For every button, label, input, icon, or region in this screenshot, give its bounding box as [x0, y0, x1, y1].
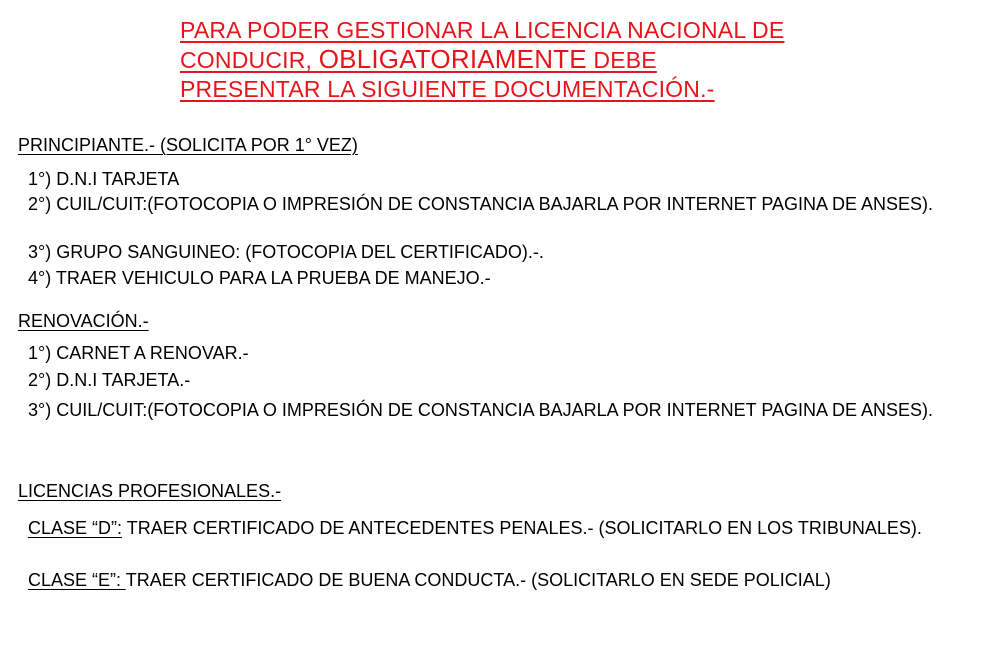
renovacion-item-2: 2°) D.N.I TARJETA.-: [28, 370, 191, 390]
profesional-item-clase-d: [28, 516, 948, 540]
header-line-3-text: PRESENTAR LA SIGUIENTE DOCUMENTACIÓN.-: [180, 76, 715, 102]
clase-d-label: CLASE “D”:: [28, 518, 123, 538]
section-title-principiante: PRINCIPIANTE.- (SOLICITA POR 1° VEZ): [18, 135, 358, 155]
header-line-1-text: PARA PODER GESTIONAR LA LICENCIA NACIONAL DE: [180, 17, 785, 43]
section-title-profesionales: LICENCIAS PROFESIONALES.-: [18, 481, 282, 501]
principiante-item-3: 3°) GRUPO SANGUINEO: (FOTOCOPIA DEL CERTIFICADO).-.: [28, 242, 544, 262]
renovacion-item-1: 1°) CARNET A RENOVAR.-: [28, 343, 249, 363]
header-line-2-text-c: DEBE: [586, 47, 657, 73]
header-line-3: [180, 75, 860, 104]
principiante-item-1: 1°) D.N.I TARJETA: [28, 169, 180, 189]
header-emphasis-text: OBLIGATORIAMENTE: [318, 44, 587, 74]
clase-e-label: CLASE “E”:: [28, 570, 126, 590]
header-notice: [180, 16, 860, 104]
header-line-1: [180, 16, 860, 45]
header-line-2-text-a: CONDUCIR,: [180, 47, 319, 73]
profesional-item-clase-e: [28, 568, 948, 592]
renovacion-item-3: 3°) CUIL/CUIT:(FOTOCOPIA O IMPRESIÓN DE CONSTANCIA BAJARLA POR INTERNET PAGINA DE ANSES).: [28, 400, 934, 420]
clase-d-text: TRAER CERTIFICADO DE ANTECEDENTES PENALES.- (SOLICITARLO EN LOS TRIBUNALES).: [122, 518, 922, 538]
principiante-item-2: 2°) CUIL/CUIT:(FOTOCOPIA O IMPRESIÓN DE CONSTANCIA BAJARLA POR INTERNET PAGINA DE ANSES).: [28, 194, 934, 214]
clase-e-text: TRAER CERTIFICADO DE BUENA CONDUCTA.- (SOLICITARLO EN SEDE POLICIAL): [125, 570, 831, 590]
principiante-item-4: 4°) TRAER VEHICULO PARA LA PRUEBA DE MANEJO.-: [28, 268, 491, 288]
section-title-renovacion: RENOVACIÓN.-: [18, 311, 149, 331]
header-line-2: [180, 45, 860, 75]
